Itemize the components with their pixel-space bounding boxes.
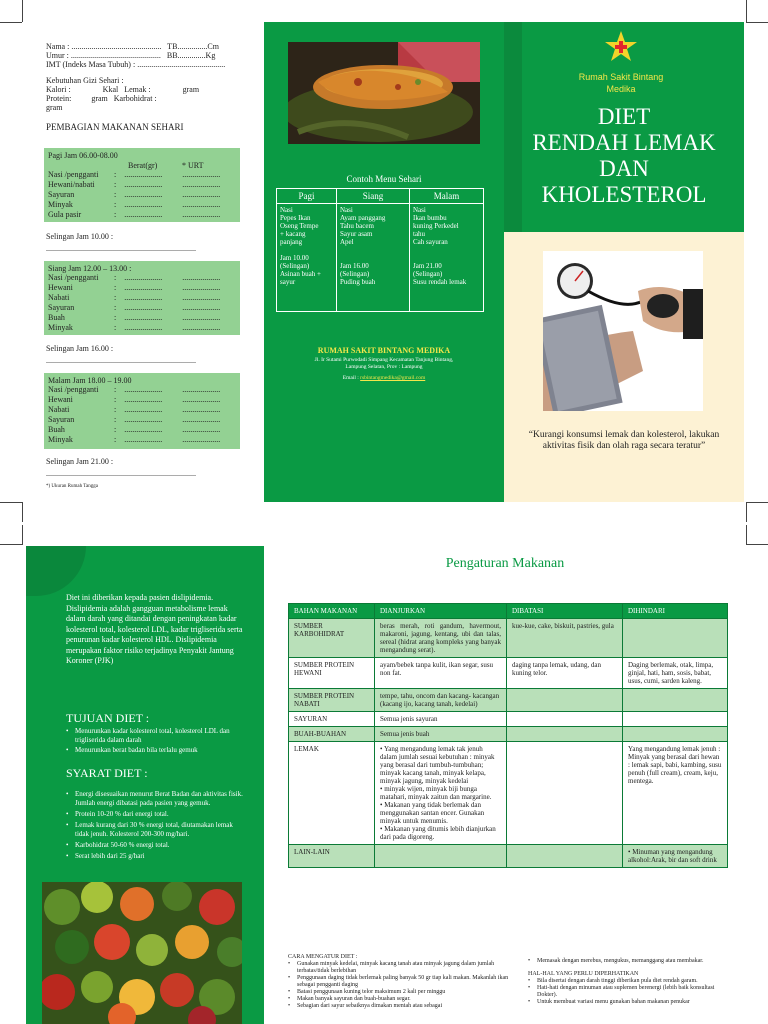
colon: :: [114, 190, 117, 200]
berat-field[interactable]: ...................: [124, 303, 163, 313]
berat-field[interactable]: ...................: [124, 405, 163, 415]
colon: :: [114, 385, 117, 395]
table-cell: LEMAK: [289, 742, 375, 845]
cara-list: [288, 961, 516, 1010]
meal-row: [48, 303, 236, 313]
crop-mark: [746, 502, 768, 503]
table-cell: daging tanpa lemak, udang, dan kuning telor.: [507, 658, 623, 689]
col-urt: * URT: [182, 161, 204, 171]
malam-rows: [48, 385, 236, 445]
colon: :: [114, 200, 117, 210]
table-cell: tempe, tahu, oncom dan kacang- kacangan (kacang ijo, kacang tanah, kedelai): [375, 689, 507, 712]
urt-field[interactable]: ...................: [182, 170, 221, 180]
colon: :: [114, 170, 117, 180]
siang-rows: [48, 273, 236, 333]
berat-field[interactable]: ...................: [124, 435, 163, 445]
menu-pagi: Nasi Pepes Ikan Oseng Tempe + kacang panjang Jam 10.00 (Selingan) Asinan buah + sayur: [277, 204, 337, 312]
meal-row: [48, 395, 236, 405]
syarat-item: • Protein 10-20 % dari energi total.: [66, 810, 246, 819]
urt-field[interactable]: ...................: [182, 425, 221, 435]
meal-row: [48, 385, 236, 395]
tujuan-item: • Menurunkan berat badan bila terlalu gemuk: [66, 746, 246, 755]
meal-row-label: Hewani: [48, 395, 73, 405]
imt-line: IMT (Indeks Masa Tubuh) : ............................................: [46, 60, 226, 70]
table-header: DIBATASI: [507, 604, 623, 619]
cover-hospital-name: Rumah Sakit Bintang Medika: [578, 72, 664, 94]
berat-field[interactable]: ...................: [124, 170, 163, 180]
berat-field[interactable]: ...................: [124, 293, 163, 303]
crop-mark: [22, 0, 23, 22]
pagi-title: Pagi Jam 06.00-08.00: [48, 151, 118, 160]
hal-item: • Hati-hati dengan minuman atau suplemen berenergi (lebih baik konsultasi Dokter).: [528, 985, 728, 999]
cara-item: • Penggunaan daging tidak berlemak paling banyak 50 gr tiap kali makan. Makanlah ikan sebagai pengganti daging: [288, 975, 516, 989]
urt-field[interactable]: ...................: [182, 210, 221, 220]
meal-row: [48, 313, 236, 323]
urt-field[interactable]: ...................: [182, 200, 221, 210]
crop-mark: [0, 544, 22, 545]
colon: :: [114, 303, 117, 313]
crop-mark: [22, 525, 23, 545]
tujuan-title: TUJUAN DIET :: [66, 711, 150, 725]
urt-field[interactable]: ...................: [182, 273, 221, 283]
colon: :: [114, 180, 117, 190]
berat-field[interactable]: ...................: [124, 200, 163, 210]
table-cell: [507, 845, 623, 868]
form-panel: [46, 42, 242, 132]
crop-mark: [746, 502, 747, 522]
kebutuhan-title: Kebutuhan Gizi Sehari :: [46, 75, 124, 85]
patient-age-line: Umur : ............................................. BB..............Kg: [46, 51, 216, 61]
colon: :: [114, 395, 117, 405]
meal-row-label: Buah: [48, 425, 65, 435]
cara-item-right: • Memasak dengan merebus, mengukus, memanggang atau membakar.: [528, 958, 728, 965]
kebutuhan-row: Protein: gram Karbohidrat :: [46, 93, 157, 103]
hospital-name: RUMAH SAKIT BINTANG MEDIKA: [317, 346, 451, 355]
urt-field[interactable]: ...................: [182, 323, 221, 333]
meal-row-label: Minyak: [48, 200, 73, 210]
meal-row: [48, 323, 236, 333]
blood-pressure-photo: [543, 251, 703, 411]
table-cell: • Minuman yang mengandung alkohol:Arak, bir dan soft drink: [623, 845, 728, 868]
colon: :: [114, 425, 117, 435]
colon: :: [114, 435, 117, 445]
syarat-item: • Karbohidrat 50-60 % energi total.: [66, 841, 246, 850]
malam-box: [44, 373, 240, 449]
urt-field[interactable]: ...................: [182, 190, 221, 200]
selingan-1: Selingan Jam 10.00 :: [46, 232, 114, 241]
malam-title: Malam Jam 18.00 – 19.00: [48, 376, 132, 385]
meal-row: [48, 293, 236, 303]
colon: :: [114, 313, 117, 323]
crop-mark: [746, 525, 747, 545]
meal-row-label: Nabati: [48, 405, 70, 415]
meal-row-label: Hewani: [48, 283, 73, 293]
tujuan-list: [66, 727, 246, 755]
table-cell: kue-kue, cake, biskuit, pastries, gula: [507, 619, 623, 658]
table-cell: beras merah, roti gandum, havermout, makaroni, jagung, kentang, ubi dan talas, sereal (hidrat arang kompleks yang banyak mengandung serat).: [375, 619, 507, 658]
email-line: [264, 375, 504, 381]
pagi-box: [44, 148, 240, 222]
address-line: Lampung Selatan, Prov : Lampung: [345, 364, 423, 370]
syarat-title: SYARAT DIET :: [66, 766, 148, 780]
diet-table: [288, 603, 728, 868]
table-header: DIANJURKAN: [375, 604, 507, 619]
meal-row-label: Gula pasir: [48, 210, 82, 220]
meal-row-label: Buah: [48, 313, 65, 323]
title-line: RENDAH LEMAK: [532, 130, 716, 155]
table-cell: SAYURAN: [289, 712, 375, 727]
title-line: DAN: [599, 156, 649, 181]
table-row: [289, 845, 728, 868]
syarat-item: • Serat lebih dari 25 g/hari: [66, 852, 246, 861]
urt-field[interactable]: ...................: [182, 293, 221, 303]
pengaturan-title: Pengaturan Makanan: [445, 556, 565, 571]
meal-row: [48, 283, 236, 293]
table-cell: LAIN-LAIN: [289, 845, 375, 868]
berat-field[interactable]: ...................: [124, 313, 163, 323]
berat-field[interactable]: ...................: [124, 180, 163, 190]
berat-field[interactable]: ...................: [124, 395, 163, 405]
colon: :: [114, 415, 117, 425]
menu-siang: Nasi Ayam panggang Tahu bacem Sayur asam Apel Jam 16.00 (Selingan) Puding buah: [337, 204, 410, 312]
dotline: ...........................................................................: [46, 356, 196, 365]
menu-header-malam: Malam: [410, 189, 484, 204]
table-cell: • Yang mengandung lemak tak jenuh dalam jumlah sesuai kebutuhan : minyak yang berasal dari tumbuh-tumbuhan; minyak kacang tanah, minyak kelapa, minyak jagung, minyak kedelai • minyak wijen, minyak biji bunga matahari, minyak zaitun dan margarine. • Makanan yang tidak berlemak dan menggunakan santan encer. Gunakan minyak untuk menumis. • Makanan yang ditumis lebih dianjurkan dari pada digoreng.: [375, 742, 507, 845]
table-header: DIHINDARI: [623, 604, 728, 619]
table-row: [289, 619, 728, 658]
table-cell: [375, 845, 507, 868]
address-line: Jl. Ir Sutami Purwodadi Simpang Kecamatan Tanjung Bintang,: [314, 357, 454, 363]
crop-mark: [746, 0, 747, 22]
table-cell: SUMBER KARBOHIDRAT: [289, 619, 375, 658]
colon: :: [114, 210, 117, 220]
meal-row: [48, 210, 236, 220]
cover-title: [504, 104, 744, 208]
meal-row-label: Nabati: [48, 293, 70, 303]
urt-field[interactable]: ...................: [182, 395, 221, 405]
urt-field[interactable]: ...................: [182, 180, 221, 190]
urt-field[interactable]: ...................: [182, 303, 221, 313]
meal-row-label: Hewani/nabati: [48, 180, 95, 190]
crop-mark: [746, 22, 768, 23]
berat-field[interactable]: ...................: [124, 323, 163, 333]
table-cell: [507, 689, 623, 712]
table-cell: [623, 727, 728, 742]
meal-row-label: Sayuran: [48, 190, 75, 200]
hal-title: HAL-HAL YANG PERLU DIPERHATIKAN: [528, 971, 639, 977]
cara-section: [288, 954, 516, 1010]
meal-row-label: Minyak: [48, 435, 73, 445]
syarat-list: [66, 790, 246, 861]
kebutuhan-row: gram: [46, 103, 63, 113]
meal-row-label: Nasi /pengganti: [48, 170, 99, 180]
cara-title: CARA MENGATUR DIET :: [288, 954, 358, 960]
table-cell: Yang mengandung lemak jenuh : Minyak yang berasal dari hewan : lemak sapi, babi, kambing, susu penuh (full cream), cream, keju, mentega.: [623, 742, 728, 845]
pembagian-title: PEMBAGIAN MAKANAN SEHARI: [46, 122, 184, 133]
berat-field[interactable]: ...................: [124, 210, 163, 220]
menu-title: Contoh Menu Sehari: [346, 174, 422, 184]
table-row: [289, 727, 728, 742]
colon: :: [114, 273, 117, 283]
title-line: DIET: [597, 104, 651, 129]
table-cell: [623, 712, 728, 727]
table-cell: Daging berlemak, otak, limpa, ginjal, hati, ham, sosis, babat, usus, cumi, sarden kaleng.: [623, 658, 728, 689]
colon: :: [114, 405, 117, 415]
meal-row-label: Sayuran: [48, 415, 75, 425]
menu-malam: Nasi Ikan bumbu kuning Perkedel tahu Cah sayuran Jam 21.00 (Selingan) Susu rendah lemak: [410, 204, 484, 312]
menu-table: [276, 188, 484, 312]
selingan-2: Selingan Jam 16.00 :: [46, 344, 114, 353]
crop-mark: [0, 22, 22, 23]
table-cell: ayam/bebek tanpa kulit, ikan segar, susu non fat.: [375, 658, 507, 689]
star-logo-icon: [604, 30, 638, 64]
email-label: Email :: [342, 375, 359, 381]
meal-row: [48, 415, 236, 425]
cara-item: • Sebagian dari sayur sebaiknya dimakan mentah atau sebagai: [288, 1003, 516, 1010]
siang-box: [44, 261, 240, 335]
title-line: KHOLESTEROL: [541, 182, 707, 207]
dotline: ...........................................................................: [46, 469, 196, 478]
meal-row-label: Minyak: [48, 323, 73, 333]
vegetables-photo: [42, 882, 242, 1024]
dotline: ...........................................................................: [46, 244, 196, 253]
table-row: [289, 658, 728, 689]
menu-header-siang: Siang: [337, 189, 410, 204]
meal-row: [48, 200, 236, 210]
menu-header-pagi: Pagi: [277, 189, 337, 204]
pepes-ikan-photo: [288, 42, 480, 144]
cara-item: • Batasi penggunaan kuning telor maksimum 2 kali per minggu: [288, 989, 516, 996]
hal-item: • Untuk membuat variasi menu gunakan bahan makanan penukar: [528, 999, 728, 1006]
berat-field[interactable]: ...................: [124, 385, 163, 395]
table-cell: [623, 689, 728, 712]
urt-field[interactable]: ...................: [182, 405, 221, 415]
email-link[interactable]: rsbintangmedika@gmail.com: [360, 375, 426, 381]
urt-field[interactable]: ...................: [182, 435, 221, 445]
urt-field[interactable]: ...................: [182, 385, 221, 395]
selingan-3: Selingan Jam 21.00 :: [46, 457, 114, 466]
meal-row: [48, 273, 236, 283]
meal-row: [48, 405, 236, 415]
siang-title: Siang Jam 12.00 – 13.00 :: [48, 264, 132, 273]
table-cell: [623, 619, 728, 658]
hal-list: [528, 978, 728, 1006]
urt-field[interactable]: ...................: [182, 283, 221, 293]
table-header: BAHAN MAKANAN: [289, 604, 375, 619]
meal-row: [48, 190, 236, 200]
urt-field[interactable]: ...................: [182, 415, 221, 425]
table-cell: Semua jenis sayuran: [375, 712, 507, 727]
pagi-rows: [48, 170, 236, 220]
intro-text: Diet ini diberikan kepada pasien dislipidemia. Dislipidemia adalah gangguan metabolisme lemak dalam darah yang ditandai dengan peningkatan kadar kolesterol total, kolesterol LDL, kadar trigliserida serta penurunan kadar kolesterol HDL. Dislipidemia merupakan faktor risiko terjadinya Penyakit Jantung Koroner (PJK): [66, 593, 243, 665]
urt-field[interactable]: ...................: [182, 313, 221, 323]
meal-row-label: Nasi /pengganti: [48, 273, 99, 283]
crop-mark: [22, 502, 23, 522]
meal-row-label: Nasi /pengganti: [48, 385, 99, 395]
tujuan-item: • Menurunkan kadar kolesterol total, kolesterol LDL dan trigliserida dalam darah: [66, 727, 246, 745]
table-row: [289, 712, 728, 727]
colon: :: [114, 293, 117, 303]
footnote: *) Ukuran Rumah Tangga: [46, 484, 98, 489]
table-cell: [507, 742, 623, 845]
syarat-item: • Lemak kurang dari 30 % energi total, diutamakan lemak tidak jenuh. Kolesterol 200-300 mg/hari.: [66, 821, 246, 839]
hal-section: [528, 958, 728, 1006]
berat-field[interactable]: ...................: [124, 190, 163, 200]
kebutuhan-row: Kalori : Kkal Lemak : gram: [46, 84, 200, 94]
table-cell: SUMBER PROTEIN HEWANI: [289, 658, 375, 689]
crop-mark: [0, 502, 22, 503]
patient-name-line: Nama : ............................................. TB...............Cm: [46, 42, 219, 51]
meal-row: [48, 435, 236, 445]
table-cell: BUAH-BUAHAN: [289, 727, 375, 742]
meal-row: [48, 180, 236, 190]
colon: :: [114, 323, 117, 333]
berat-field[interactable]: ...................: [124, 425, 163, 435]
col-berat: Berat(gr): [128, 161, 158, 171]
syarat-item: • Energi disesuaikan menurut Berat Badan dan aktivitas fisik. Jumlah energi dibatasi pada pasien yang gemuk.: [66, 790, 246, 808]
table-cell: [507, 712, 623, 727]
table-row: [289, 689, 728, 712]
table-cell: SUMBER PROTEIN NABATI: [289, 689, 375, 712]
crop-mark: [746, 544, 768, 545]
colon: :: [114, 283, 117, 293]
berat-field[interactable]: ...................: [124, 273, 163, 283]
meal-row: [48, 425, 236, 435]
cara-item: • Gunakan minyak kedelai, minyak kacang tanah atau minyak jagung dalam jumlah terbatas/tidak berlebihan: [288, 961, 516, 975]
cara-item: • Makan banyak sayuran dan buah-buahan segar.: [288, 996, 516, 1003]
diet-table-body: [289, 619, 728, 868]
meal-row-label: Sayuran: [48, 303, 75, 313]
table-row: [289, 742, 728, 845]
table-cell: [507, 727, 623, 742]
berat-field[interactable]: ...................: [124, 283, 163, 293]
table-cell: Semua jenis buah: [375, 727, 507, 742]
cover-quote: “Kurangi konsumsi lemak dan kolesterol, lakukan aktivitas fisik dan olah raga secara teratur”: [528, 430, 720, 451]
meal-row: [48, 170, 236, 180]
hal-item: • Bila disertai dengan darah tinggi diberikan pula diet rendah garam.: [528, 978, 728, 985]
berat-field[interactable]: ...................: [124, 415, 163, 425]
